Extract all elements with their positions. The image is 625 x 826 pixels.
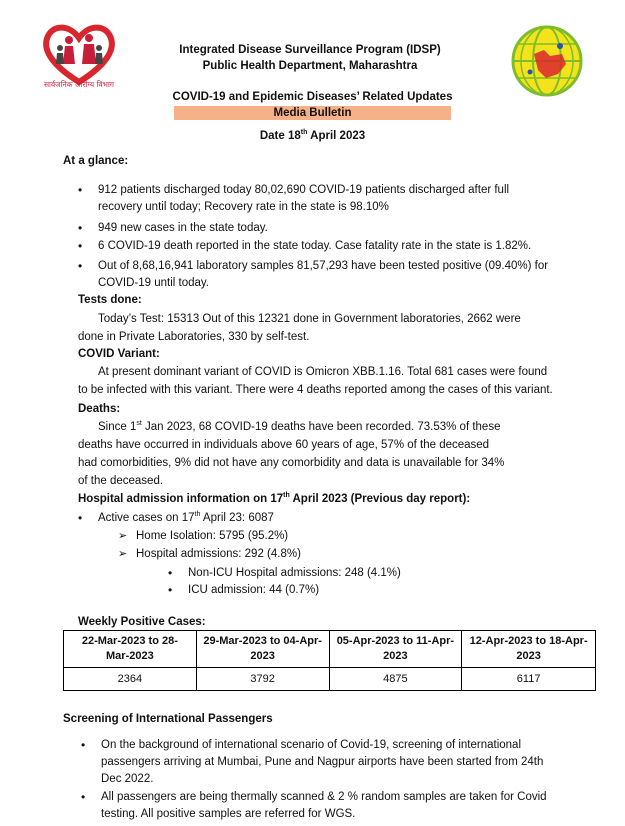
weekly-cases-table [63, 630, 596, 691]
week-header-1: 22-Mar-2023 to 28- Mar-2023 [64, 631, 197, 668]
home-isolation-item: ➢ Home Isolation: 5795 (95.2%) [136, 528, 288, 545]
glance-bullet-deaths: • 6 COVID-19 death reported in the state today. Case fatality rate in the state is 1.82%. [98, 238, 578, 255]
covid-variant-heading: COVID Variant: [78, 348, 160, 360]
screening-heading: Screening of International Passengers [63, 713, 273, 725]
non-icu-item: • Non-ICU Hospital admissions: 248 (4.1%) [188, 565, 401, 582]
header-title: Integrated Disease Surveillance Program (IDSP) [179, 44, 441, 56]
deaths-heading: Deaths: [78, 403, 121, 415]
active-cases-bullet: • Active cases on 17th April 23: 6087 [98, 510, 274, 527]
public-health-logo [38, 20, 120, 98]
header-updates: COVID-19 and Epidemic Diseases’ Related Updates [172, 91, 453, 103]
deaths-text: Since 1st Jan 2023, 68 COVID-19 deaths have been recorded. 73.53% of these deaths have occurred in individuals above 60 years of age, 57% of the deceased had comorbidities, 9% did not have any comorbidity and data is unavailable for 34% of the deceased. [78, 420, 505, 487]
idsp-globe-logo [510, 24, 584, 98]
logo-caption: सार्वजनिक आरोग्य विभाग [43, 80, 115, 89]
tests-done-heading: Tests done: [78, 294, 142, 306]
icu-item: • ICU admission: 44 (0.7%) [188, 582, 319, 599]
glance-bullet-samples: • Out of 8,68,16,941 laboratory samples 81,57,293 have been tested positive (09.40%) for COVID-19 until today. [98, 258, 578, 292]
screening-bullet-testing: • All passengers are being thermally scanned & 2 % random samples are taken for Covid testing. All positive samples are referred for WGS. [101, 789, 581, 823]
glance-bullet-discharged: • 912 patients discharged today 80,02,690 COVID-19 patients discharged after full recovery until today; Recovery rate in the state is 98.10% [98, 182, 578, 216]
media-bulletin-banner: Media Bulletin [174, 106, 451, 120]
screening-bullet-airports: • On the background of international scenario of Covid-19, screening of international passengers arriving at Mumbai, Pune and Nagpur airports have been started from 24th Dec 2022. [101, 737, 581, 788]
at-a-glance-heading: At a glance: [63, 155, 129, 167]
glance-bullet-new-cases: • 949 new cases in the state today. [98, 220, 578, 237]
hospital-admissions-item: ➢ Hospital admissions: 292 (4.8%) [136, 546, 301, 563]
week-value-4: 6117 [462, 668, 596, 691]
week-value-3: 4875 [329, 668, 462, 691]
bulletin-date: Date 18th April 2023 [259, 129, 366, 142]
week-header-2: 29-Mar-2023 to 04-Apr- 2023 [196, 631, 329, 668]
weekly-cases-heading: Weekly Positive Cases: [78, 616, 206, 628]
tests-done-text: Today’s Test: 15313 Out of this 12321 done in Government laboratories, 2662 were done in Private Laboratories, 330 by self-test. [78, 313, 521, 343]
week-header-4: 12-Apr-2023 to 18-Apr- 2023 [462, 631, 596, 668]
week-value-1: 2364 [64, 668, 197, 691]
header-department: Public Health Department, Maharashtra [202, 60, 418, 72]
covid-variant-text: At present dominant variant of COVID is Omicron XBB.1.16. Total 681 cases were found to be infected with this variant. There were 4 deaths reported among the cases of this variant. [78, 366, 553, 396]
hospital-admission-heading: Hospital admission information on 17th April 2023 (Previous day report): [78, 492, 471, 505]
week-value-2: 3792 [196, 668, 329, 691]
week-header-3: 05-Apr-2023 to 11-Apr- 2023 [329, 631, 462, 668]
